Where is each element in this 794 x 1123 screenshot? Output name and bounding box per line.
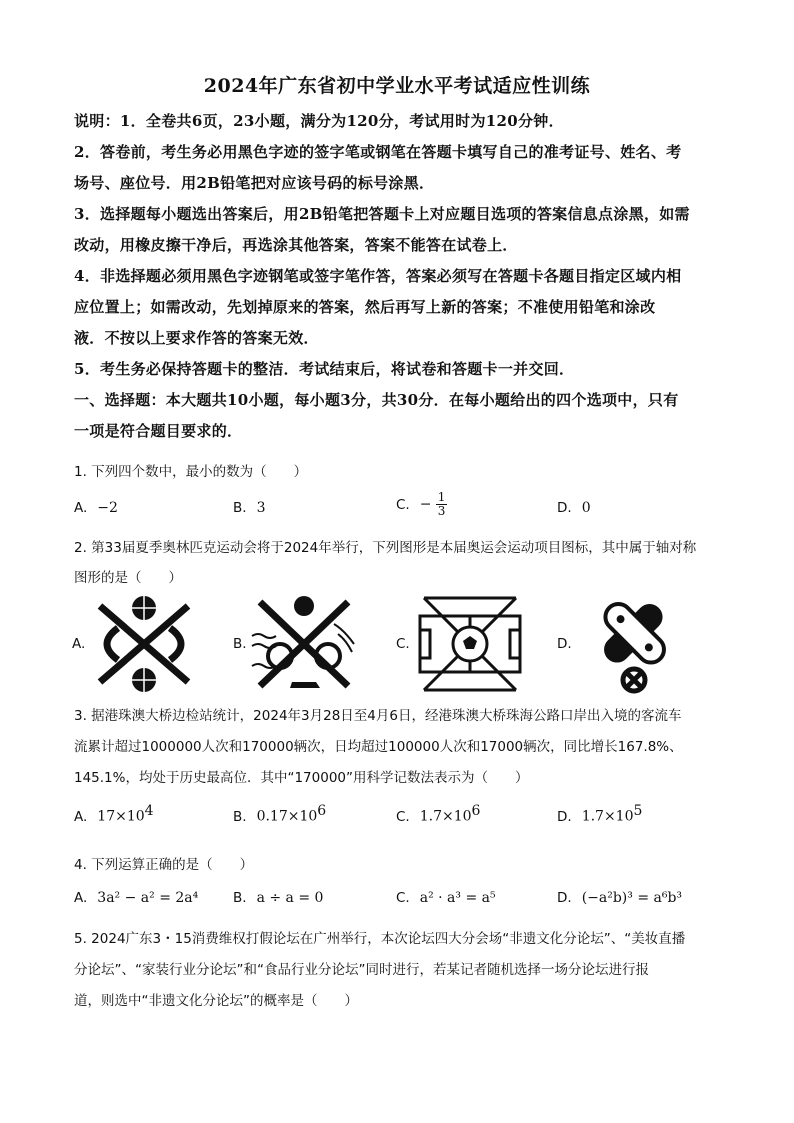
skateboard-icon (578, 594, 690, 694)
question-5-stem: 分论坛”、“家装行业分论坛”和“食品行业分论坛”同时进行，若某记者随机选择一场分论坛进行报 (74, 962, 649, 978)
question-3-stem: 3. 据港珠澳大桥边检站统计，2024年3月28日至4月6日，经港珠澳大桥珠海公路口岸出入境的客流车 (74, 708, 682, 724)
question-1-stem: 1. 下列四个数中，最小的数为（ ） (74, 464, 308, 480)
q3-option-a: A. $17\times 10^4$ (74, 803, 154, 825)
fraction: $\frac{1}{3}$ (437, 490, 446, 518)
q4-option-b: B. a ÷ a = 0 (233, 890, 324, 906)
section-heading: 一项是符合题目要求的． (74, 422, 243, 440)
question-2-stem: 2. 第33届夏季奥林匹克运动会将于2024年举行，下列图形是本届奥运会运动项目图标，其中属于轴对称 (74, 540, 697, 556)
instruction-line: 5．考生务必保持答题卡的整洁．考试结束后，将试卷和答题卡一并交回． (74, 360, 575, 378)
q1-option-b: B. 3 (233, 500, 266, 516)
instruction-line: 4．非选择题必须用黑色字迹钢笔或签字笔作答，答案必须写在答题卡各题目指定区域内相 (74, 267, 682, 285)
q1-option-d: D. 0 (557, 500, 591, 516)
instruction-line: 场号、座位号．用2B铅笔把对应该号码的标号涂黑． (74, 174, 435, 192)
page-title: 2024年广东省初中学业水平考试适应性训练 (203, 75, 591, 97)
q4-option-d: D. (−a²b)³ = a⁶b³ (557, 890, 683, 906)
instruction-line: 2．答卷前，考生务必用黑色字迹的签字笔或钢笔在答题卡填写自己的准考证号、姓名、考 (74, 143, 682, 161)
question-4-stem: 4. 下列运算正确的是（ ） (74, 857, 254, 873)
q3-option-b: B. $0.17\times 10^6$ (233, 803, 327, 825)
q2-option-c-label: C. (396, 636, 410, 652)
q2-option-a-label: A. (72, 636, 86, 652)
instruction-line: 改动，用橡皮擦干净后，再选涂其他答案，答案不能答在试卷上． (74, 236, 518, 254)
question-5-stem: 道，则选中“非遗文化分论坛”的概率是（ ） (74, 993, 358, 1009)
question-3-stem: 145.1%，均处于历史最高位．其中“170000”用科学记数法表示为（ ） (74, 770, 529, 786)
question-2-stem: 图形的是（ ） (74, 570, 182, 586)
q3-option-d: D. $1.7\times 10^5$ (557, 803, 643, 825)
q1-option-c: C. − $\frac{1}{3}$ (396, 490, 446, 518)
instruction-line: 应位置上；如需改动，先划掉原来的答案，然后再写上新的答案；不准使用铅笔和涂改 (74, 298, 656, 316)
q3-option-c: C. $1.7\times 10^6$ (396, 803, 481, 825)
question-3-stem: 流累计超过1000000人次和170000辆次，日均超过100000人次和17000辆次，同比增长167.8%、 (74, 739, 683, 755)
question-5-stem: 5. 2024广东3・15消费维权打假论坛在广州举行，本次论坛四大分会场“非遗文化分论坛”、“美妆直播 (74, 931, 686, 947)
q1-option-a: A. −2 (74, 500, 118, 516)
section-heading: 一、选择题：本大题共10小题，每小题3分，共30分．在每小题给出的四个选项中，只有 (74, 391, 679, 409)
cycling-icon (248, 594, 360, 694)
instruction-line: 液．不按以上要求作答的答案无效． (74, 329, 319, 347)
q4-option-a: A. 3a² − a² = 2a⁴ (74, 890, 199, 906)
q4-option-c: C. a² · a³ = a⁵ (396, 890, 496, 906)
instruction-line: 3．选择题每小题选出答案后，用2B铅笔把答题卡上对应题目选项的答案信息点涂黑，如需 (74, 205, 690, 223)
basketball-icon (88, 594, 200, 694)
instruction-line: 说明：1．全卷共6页，23小题，满分为120分，考试用时为120分钟． (74, 112, 564, 130)
football-icon (414, 594, 526, 694)
q2-option-d-label: D. (557, 636, 572, 652)
q2-option-b-label: B. (233, 636, 247, 652)
